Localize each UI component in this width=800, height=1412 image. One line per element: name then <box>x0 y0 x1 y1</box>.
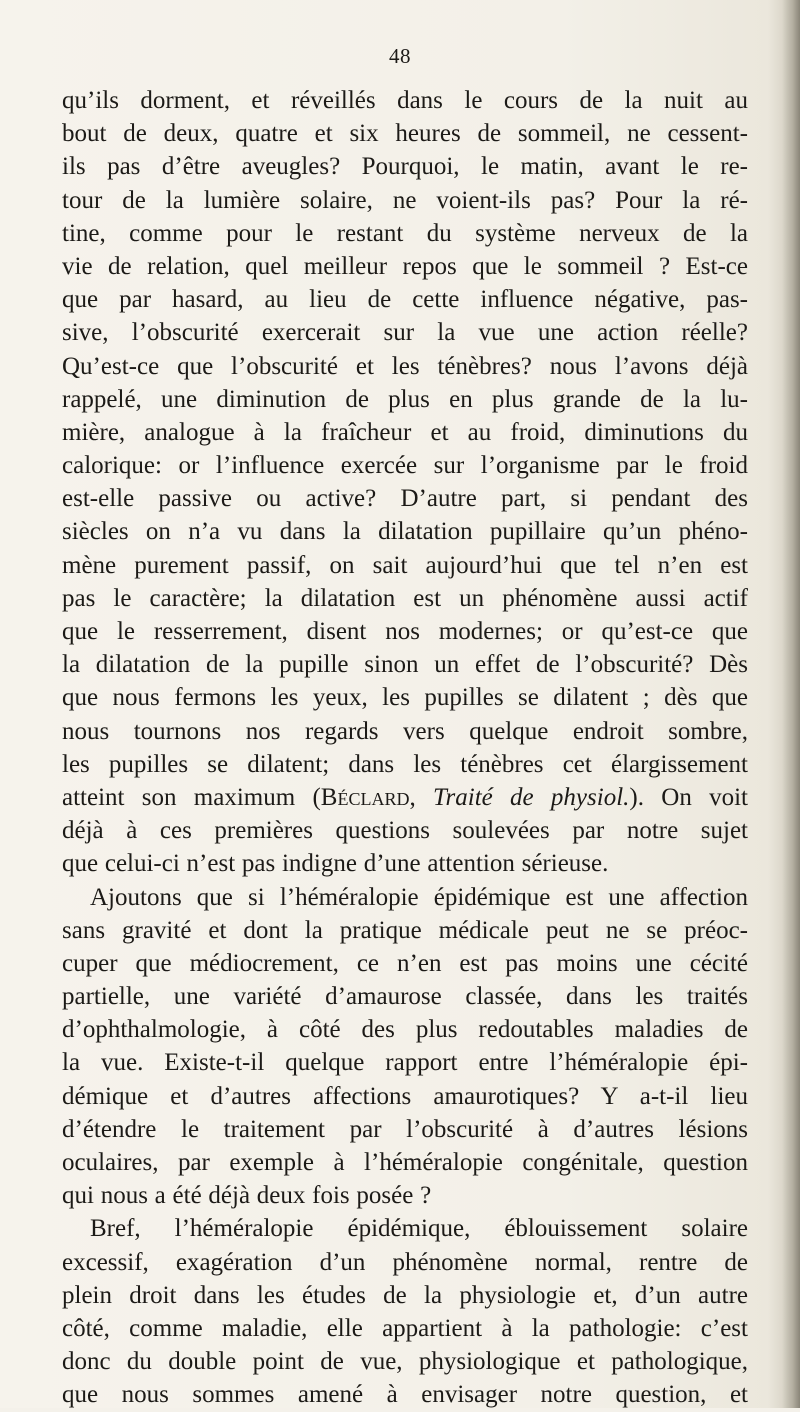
text-line: est-elle passive ou active? D’autre part, si pendant des <box>62 485 748 513</box>
text-line: vie de relation, quel meilleur repos que le sommeil ? Est-ce <box>62 252 748 280</box>
text-line: que nous fermons les yeux, les pupilles se dilatent ; dès que <box>62 684 748 712</box>
text-line: Bref, l’héméralopie épidémique, éblouissement solaire <box>90 1215 748 1243</box>
text-fragment: ). On voit <box>629 783 749 811</box>
text-line: Qu’est-ce que l’obscurité et les ténèbres? nous l’avons déjà <box>62 352 748 380</box>
body-text <box>62 84 748 1412</box>
text-line: siècles on n’a vu dans la dilatation pupillaire qu’un phéno- <box>62 518 748 546</box>
author-citation: Béclard <box>320 783 410 811</box>
text-fragment: , <box>409 783 434 811</box>
work-title-citation: Traité de physiol. <box>433 783 630 811</box>
text-line <box>62 781 748 814</box>
text-line: Ajoutons que si l’héméralopie épidémique est une affection <box>90 883 748 911</box>
text-line: partielle, une variété d’amaurose classée, dans les traités <box>62 983 748 1011</box>
text-line: que nous sommes amené à envisager notre question, et <box>62 1381 748 1409</box>
text-line: nous tournons nos regards vers quelque endroit sombre, <box>62 717 748 745</box>
text-line: calorique: or l’influence exercée sur l’organisme par le froid <box>62 452 748 480</box>
text-line: démique et d’autres affections amaurotiques? Y a-t-il lieu <box>62 1082 748 1110</box>
text-line: plein droit dans les études de la physiologie et, d’un autre <box>62 1281 748 1309</box>
text-line: mière, analogue à la fraîcheur et au froid, diminutions du <box>62 418 748 446</box>
text-line: tine, comme pour le restant du système nerveux de la <box>62 219 748 247</box>
text-line: qu’ils dorment, et réveillés dans le cours de la nuit au <box>62 87 748 114</box>
text-fragment: atteint son maximum ( <box>62 783 321 811</box>
text-line: d’étendre le traitement par l’obscurité à d’autres lésions <box>62 1115 748 1143</box>
text-line: sive, l’obscurité exercerait sur la vue une action réelle? <box>62 319 748 347</box>
text-line: la dilatation de la pupille sinon un effet de l’obscurité? Dès <box>62 651 748 679</box>
text-line: que celui-ci n’est pas indigne d’une attention sérieuse. <box>62 850 609 878</box>
text-line: donc du double point de vue, physiologique et pathologique, <box>62 1348 748 1376</box>
text-line: mène purement passif, on sait aujourd’hui que tel n’en est <box>62 551 748 579</box>
text-line: bout de deux, quatre et six heures de sommeil, ne cessent- <box>62 120 748 148</box>
text-line: cuper que médiocrement, ce n’en est pas moins une cécité <box>62 949 748 977</box>
text-line: que par hasard, au lieu de cette influence négative, pas- <box>62 286 748 314</box>
text-line: excessif, exagération d’un phénomène normal, rentre de <box>62 1248 748 1276</box>
text-line: d’ophthalmologie, à côté des plus redoutables maladies de <box>62 1016 748 1044</box>
text-line: sans gravité et dont la pratique médicale peut ne se préoc- <box>62 916 748 944</box>
page-number: 48 <box>389 44 411 68</box>
text-line: rappelé, une diminution de plus en plus grande de la lu- <box>62 385 748 413</box>
text-line: oculaires, par exemple à l’héméralopie congénitale, question <box>62 1149 748 1176</box>
text-line: côté, comme maladie, elle appartient à la pathologie: c’est <box>62 1314 748 1342</box>
text-line: pas le caractère; la dilatation est un phénomène aussi actif <box>62 584 748 612</box>
text-line: ils pas d’être aveugles? Pourquoi, le matin, avant le re- <box>62 153 748 181</box>
text-line: les pupilles se dilatent; dans les ténèbres cet élargissement <box>62 750 748 778</box>
text-line: la vue. Existe-t-il quelque rapport entre l’héméralopie épi- <box>62 1049 748 1077</box>
text-line: déjà à ces premières questions soulevées par notre sujet <box>62 817 748 845</box>
text-line: tour de la lumière solaire, ne voient-ils pas? Pour la ré- <box>62 186 748 214</box>
page-edge-shadow <box>782 0 800 1408</box>
text-line: que le resserrement, disent nos modernes; or qu’est-ce que <box>62 618 748 645</box>
text-line: qui nous a été déjà deux fois posée ? <box>62 1182 432 1210</box>
